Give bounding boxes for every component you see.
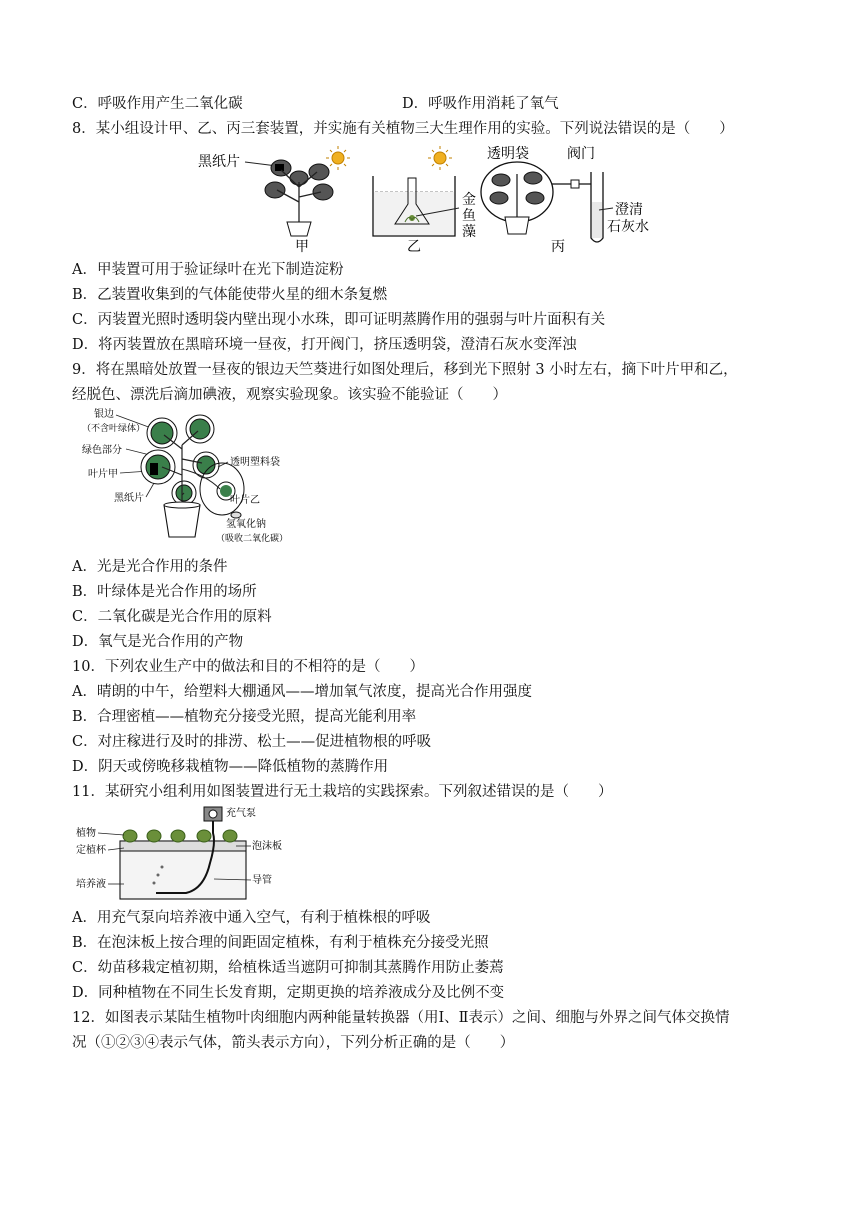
caption-jia: 甲 — [295, 239, 309, 254]
label-plant: 植物 — [76, 828, 96, 839]
bing-apparatus — [481, 145, 649, 254]
label-goldfish-3: 藻 — [462, 224, 476, 240]
q8-option-b: B．乙装置收集到的气体能使带火星的细木条复燃 — [72, 287, 388, 303]
q9-figure — [80, 405, 290, 545]
q8-option-c: C．丙装置光照时透明袋内壁出现小水珠，即可证明蒸腾作用的强弱与叶片面积有关 — [72, 312, 606, 328]
label-black-paper: 黑纸片 — [114, 493, 144, 504]
q9-option-c: C．二氧化碳是光合作用的原料 — [72, 609, 272, 625]
q11-option-b: B．在泡沫板上按合理的间距固定植株，有利于植株充分接受光照 — [72, 935, 489, 951]
q10-option-c: C．对庄稼进行及时的排涝、松土——促进植物根的呼吸 — [72, 734, 432, 750]
label-limewater-1: 澄清 — [615, 202, 643, 218]
yi-apparatus — [373, 146, 476, 254]
label-leaf-yi: 叶片乙 — [230, 495, 260, 506]
label-naoh: 氢氧化钠 — [226, 519, 266, 530]
q9-option-a: A．光是光合作用的条件 — [72, 559, 228, 575]
q9-option-b: B．叶绿体是光合作用的场所 — [72, 584, 257, 600]
label-goldfish-2: 鱼 — [462, 208, 476, 224]
label-cup: 定植杯 — [76, 845, 106, 856]
q9-stem-line-2: 经脱色、漂洗后滴加碘液，观察实验现象。该实验不能验证（ ） — [72, 387, 507, 403]
q10-stem: 10．下列农业生产中的做法和目的不相符的是（ ） — [72, 659, 424, 675]
sun-icon — [428, 146, 452, 170]
q10-option-a: A．晴朗的中午，给塑料大棚通风——增加氧气浓度，提高光合作用强度 — [72, 684, 532, 700]
label-solution: 培养液 — [76, 879, 106, 890]
q11-option-c: C．幼苗移栽定植初期，给植株适当遮阴可抑制其蒸腾作用防止萎蔫 — [72, 960, 504, 976]
label-tube: 导管 — [252, 875, 272, 886]
label-limewater-2: 石灰水 — [607, 219, 649, 235]
label-bag: 透明袋 — [487, 146, 529, 162]
label-leaf-jia: 叶片甲 — [88, 469, 118, 480]
q11-option-d: D．同种植物在不同生长发育期，定期更换的培养液成分及比例不变 — [72, 985, 505, 1001]
q7-option-d: D．呼吸作用消耗了氧气 — [402, 96, 559, 112]
q11-option-a: A．用充气泵向培养液中通入空气，有利于植株根的呼吸 — [72, 910, 431, 926]
q8-option-a: A．甲装置可用于验证绿叶在光下制造淀粉 — [72, 262, 344, 278]
label-plastic-bag: 透明塑料袋 — [230, 457, 280, 468]
valve-icon — [571, 180, 579, 188]
label-absorb-co2: （吸收二氧化碳） — [216, 534, 289, 544]
sun-icon — [326, 146, 350, 170]
label-silver-edge: 银边 — [94, 409, 114, 420]
label-foam: 泡沫板 — [252, 841, 282, 852]
label-pump: 充气泵 — [226, 808, 256, 819]
q12-stem-line-2: 况（①②③④表示气体，箭头表示方向），下列分析正确的是（ ） — [72, 1035, 515, 1051]
q7-option-c: C．呼吸作用产生二氧化碳 — [72, 96, 243, 112]
q8-option-d: D．将丙装置放在黑暗环境一昼夜，打开阀门，挤压透明袋，澄清石灰水变浑浊 — [72, 337, 577, 353]
q9-option-d: D．氧气是光合作用的产物 — [72, 634, 244, 650]
q8-stem: 8．某小组设计甲、乙、丙三套装置，并实施有关植物三大生理作用的实验。下列说法错误的是（ ） — [72, 121, 734, 137]
label-no-chlorophyll: （不含叶绿体） — [82, 424, 146, 434]
label-goldfish-1: 金 — [462, 192, 476, 208]
q9-stem-line-1: 9．将在黑暗处放置一昼夜的银边天竺葵进行如图处理后，移到光下照射 3 小时左右，摘下叶片甲和乙， — [72, 362, 738, 378]
q11-stem: 11．某研究小组利用如图装置进行无土栽培的实践探索。下列叙述错误的是（ ） — [72, 784, 613, 800]
label-valve: 阀门 — [567, 146, 595, 162]
q8-figure — [195, 142, 670, 254]
caption-bing: 丙 — [551, 239, 565, 254]
q12-stem-line-1: 12．如图表示某陆生植物叶肉细胞内两种能量转换器（用Ⅰ、Ⅱ表示）之间、细胞与外界之间气体交换情 — [72, 1010, 730, 1026]
label-black-paper: 黑纸片 — [198, 154, 240, 170]
q10-option-b: B．合理密植——植物充分接受光照，提高光能利用率 — [72, 709, 417, 725]
jia-apparatus — [198, 146, 350, 254]
caption-yi: 乙 — [407, 239, 421, 254]
q10-option-d: D．阴天或傍晚移栽植物——降低植物的蒸腾作用 — [72, 759, 389, 775]
q11-figure — [76, 803, 296, 901]
label-green-part: 绿色部分 — [82, 445, 122, 456]
